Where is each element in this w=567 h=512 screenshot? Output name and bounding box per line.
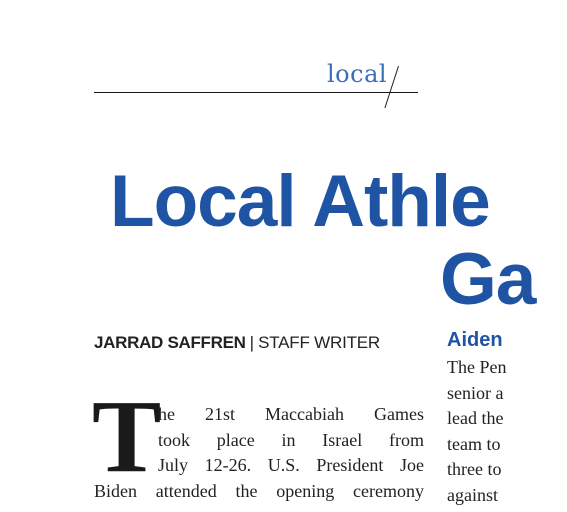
sidebar-line: three to: [447, 459, 502, 479]
sidebar-line: The Pen: [447, 357, 507, 377]
byline-separator: |: [249, 333, 255, 352]
article-line: took place in Israel from: [158, 429, 424, 450]
sidebar-line: senior a: [447, 382, 504, 403]
section-rule: [94, 92, 418, 93]
sidebar-line: against: [447, 484, 498, 505]
headline-line-1: Local Athle: [110, 161, 490, 242]
section-label: local: [327, 60, 388, 88]
author-role: STAFF WRITER: [258, 333, 380, 352]
article-line: he 21st Maccabiah Games: [158, 404, 424, 424]
article-line: July 12-26. U.S. President Joe: [158, 455, 424, 475]
sidebar-heading: Aiden: [447, 329, 503, 351]
headline-line-2: Ga: [440, 239, 536, 320]
article-body: [94, 402, 424, 504]
drop-cap: T: [92, 379, 162, 494]
sidebar-line: team to: [447, 433, 501, 454]
byline: [94, 333, 380, 353]
article-line: Biden attended the opening ceremony: [94, 480, 424, 501]
sidebar-body: [447, 355, 567, 508]
sidebar-line: lead the: [447, 408, 504, 428]
author-name: JARRAD SAFFREN: [94, 333, 246, 352]
